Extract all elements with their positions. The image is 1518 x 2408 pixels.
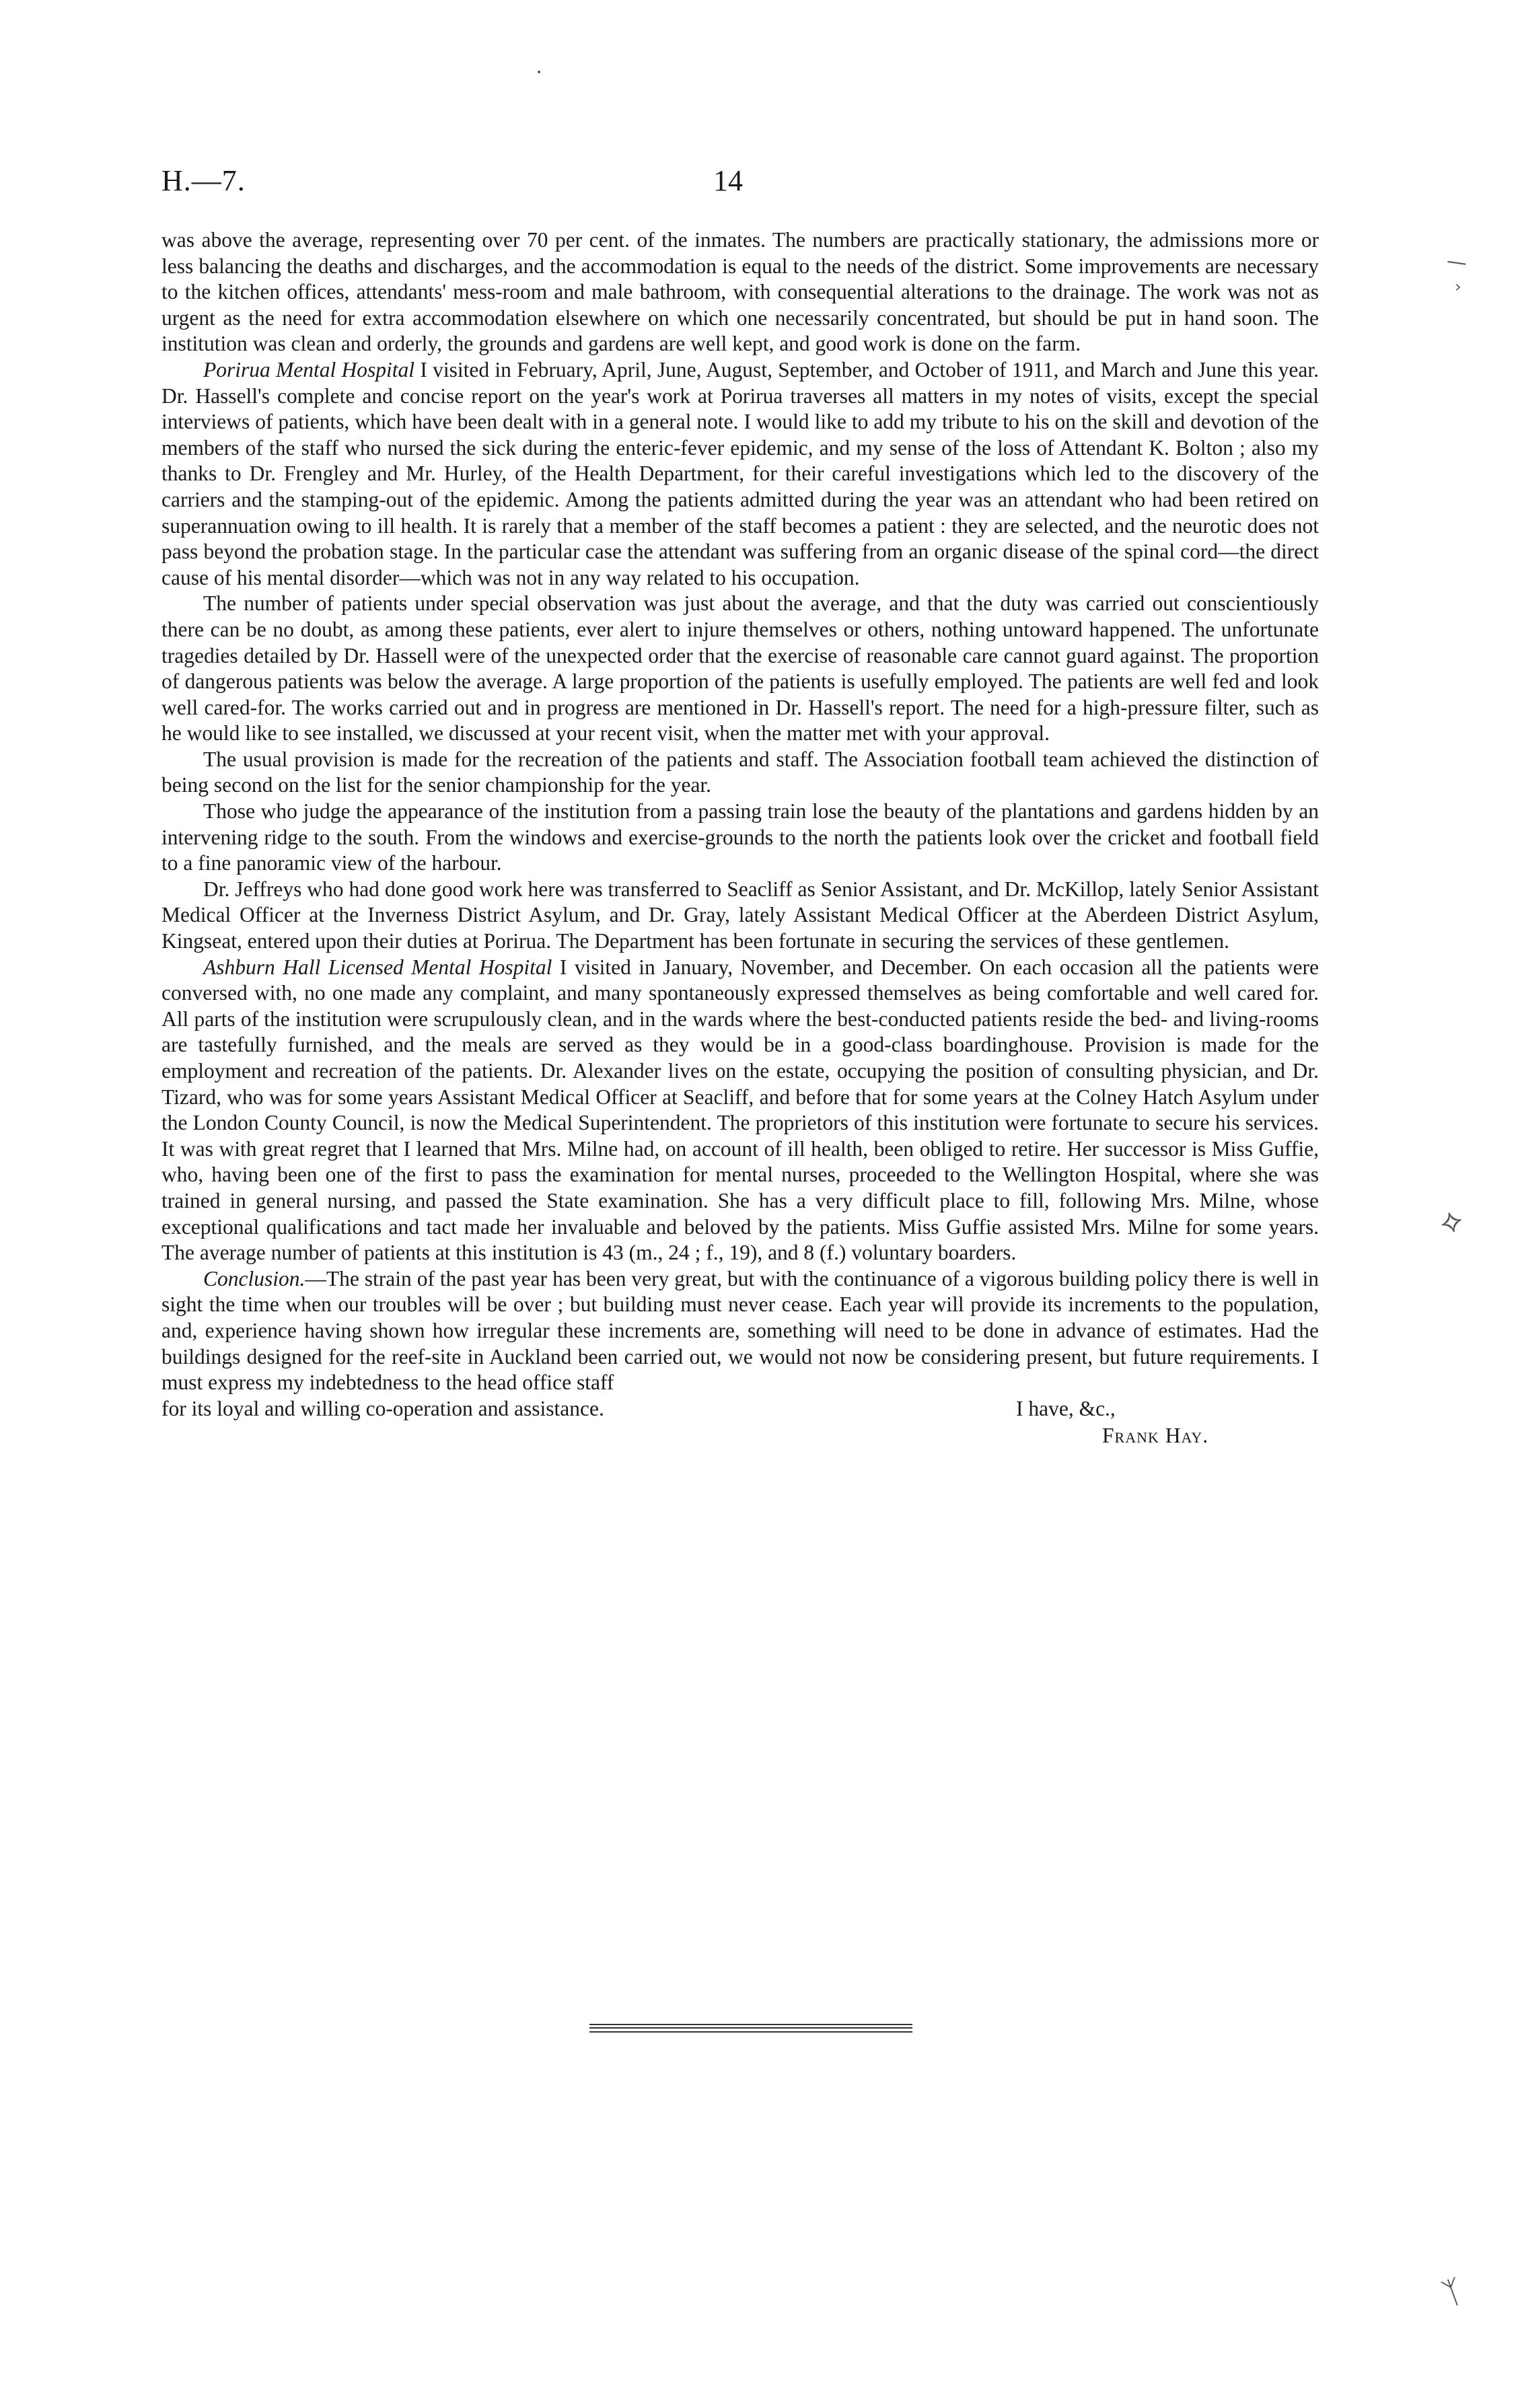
body-text [161,227,1319,1450]
page-number: 14 [713,164,743,197]
signature: Frank Hay. [1102,1423,1209,1447]
margin-scribble-mark-bottom: ᛉ [1437,2271,1468,2313]
paragraph-text: I visited in February, April, June, August, September, and October of 1911, and March and June this year. Dr. Hassell's complete and concise report on the year's work at Porirua traverses all matters in my notes of visits, except the special interviews of patients, which have been dealt with in a general note. I would like to add my tribute to his on the skill and devotion of the members of the staff who nursed the sick during the enteric-fever epidemic, and my sense of the loss of Attendant K. Bolton ; also my thanks to Dr. Frengley and Mr. Hurley, of the Health Department, for their careful investigations which led to the discovery of the carriers and the stamping-out of the epidemic. Among the patients admitted during the year was an attendant who had been retired on superannuation owing to ill health. It is rarely that a member of the staff becomes a patient : they are selected, and the neurotic does not pass beyond the probation stage. In the particular case the attendant was suffering from an organic disease of the spinal cord—the direct cause of his mental disorder—which was not in any way related to his occupation. [161,357,1319,589]
paragraph-ashburn-hall [161,955,1319,1266]
document-reference: H.—7. [161,164,246,197]
paragraph-lead-heading: Conclusion. [203,1266,305,1290]
paragraph-text: I visited in January, November, and December. On each occasion all the patients were conversed with, no one made any complaint, and many spontaneously expressed themselves as being comfortable and well cared for. All parts of the institution were scrupulously clean, and in the wards where the best-conducted patients reside the bed- and living-rooms are tastefully furnished, and the meals are served as they would be in a good-class boardinghouse. Provision is made for the employment and recreation of the patients. Dr. Alexander lives on the estate, occupying the position of consulting physician, and Dr. Tizard, who was for some years Assistant Medical Officer at Seacliff, and before that for some years at the Colney Hatch Asylum under the London County Council, is now the Medical Superintendent. The proprietors of this institution were fortunate to secure his services. It was with great regret that I learned that Mrs. Milne had, on account of ill health, been obliged to retire. Her successor is Miss Guffie, who, having been one of the first to pass the examination for mental nurses, proceeded to the Wellington Hospital, where she was trained in general nursing, and passed the State examination. She has a very difficult place to fill, following Mrs. Milne, whose exceptional qualifications and tact made her invaluable and beloved by the patients. Miss Guffie assisted Mrs. Milne for some years. The average number of patients at this institution is 43 (m., 24 ; f., 19), and 8 (f.) voluntary boarders. [161,955,1319,1265]
end-rule-divider [589,2024,912,2029]
paragraph-text: was above the average, representing over 70 per cent. of the inmates. The numbers are practically stationary, the admissions more or less balancing the deaths and discharges, and the accommodation is equal to the needs of the district. Some improvements are necessary to the kitchen offices, attendants' mess-room and male bathroom, with consequential alterations to the drainage. The work was not as urgent as the need for extra accommodation elsewhere on which one necessarily concentrated, but should be put in hand soon. The institution was clean and orderly, the grounds and gardens are well kept, and good work is done on the farm. [161,228,1319,356]
document-page [161,0,1319,2408]
paragraph-text: —The strain of the past year has been very great, but with the continuance of a vigorous building policy there is well in sight the time when our troubles will be over ; but building must never cease. Each year will provide its increments to the population, and, experience having shown how irregular these increments are, something will need to be done in advance of estimates. Had the buildings designed for the reef-site in Auckland been carried out, we would not now be considering present, but future requirements. I must express my indebtedness to the head office staff [161,1266,1319,1395]
paragraph-special-observation [161,591,1319,747]
paragraph-recreation [161,747,1319,799]
margin-dash-mark: — [1445,249,1469,275]
paragraph-text: The number of patients under special observation was just about the average, and that the duty was carried out conscientiously there can be no doubt, as among these patients, ever alert to injure themselves or others, nothing untoward happened. The unfortunate tragedies detailed by Dr. Hassell were of the unexpected order that the exercise of reasonable care cannot guard against. The proportion of dangerous patients was below the average. A large proportion of the patients is usefully employed. The patients are well fed and look well cared-for. The works carried out and in progress are mentioned in Dr. Hassell's report. The need for a high-pressure filter, such as he would like to see installed, we discussed at your recent visit, when the matter met with your approval. [161,591,1319,745]
margin-tick-mark: › [1455,277,1461,296]
scan-speck-mark: • [536,67,542,78]
letter-closing [161,1396,1319,1450]
paragraph-text: The usual provision is made for the recreation of the patients and staff. The Association football team achieved the distinction of being second on the list for the senior championship for the year. [161,747,1319,797]
paragraph-lead-heading: Ashburn Hall Licensed Mental Hospital [203,955,552,979]
paragraph-staff-changes [161,877,1319,955]
paragraph-porirua [161,357,1319,591]
paragraph-continued [161,227,1319,357]
paragraph-text: Those who judge the appearance of the institution from a passing train lose the beauty of the plantations and gardens hidden by an intervening ridge to the south. From the windows and exercise-grounds to the north the patients look over the cricket and football field to a fine panoramic view of the harbour. [161,799,1319,875]
closing-salutation: I have, &c., [1016,1396,1116,1420]
paragraph-text: Dr. Jeffreys who had done good work here was transferred to Seacliff as Senior Assistant, and Dr. McKillop, lately Senior Assistant Medical Officer at the Inverness District Asylum, and Dr. Gray, lately Assistant Medical Officer at the Aberdeen District Asylum, Kingseat, entered upon their duties at Porirua. The Department has been fortunate in securing the services of these gentlemen. [161,877,1319,953]
paragraph-conclusion [161,1266,1319,1396]
page-header [161,163,1319,211]
closing-last-line: for its loyal and willing co-operation and assistance. [161,1396,604,1420]
paragraph-appearance [161,799,1319,877]
paragraph-lead-heading: Porirua Mental Hospital [203,357,415,381]
margin-scribble-mark: ⟡ [1435,1198,1467,1243]
